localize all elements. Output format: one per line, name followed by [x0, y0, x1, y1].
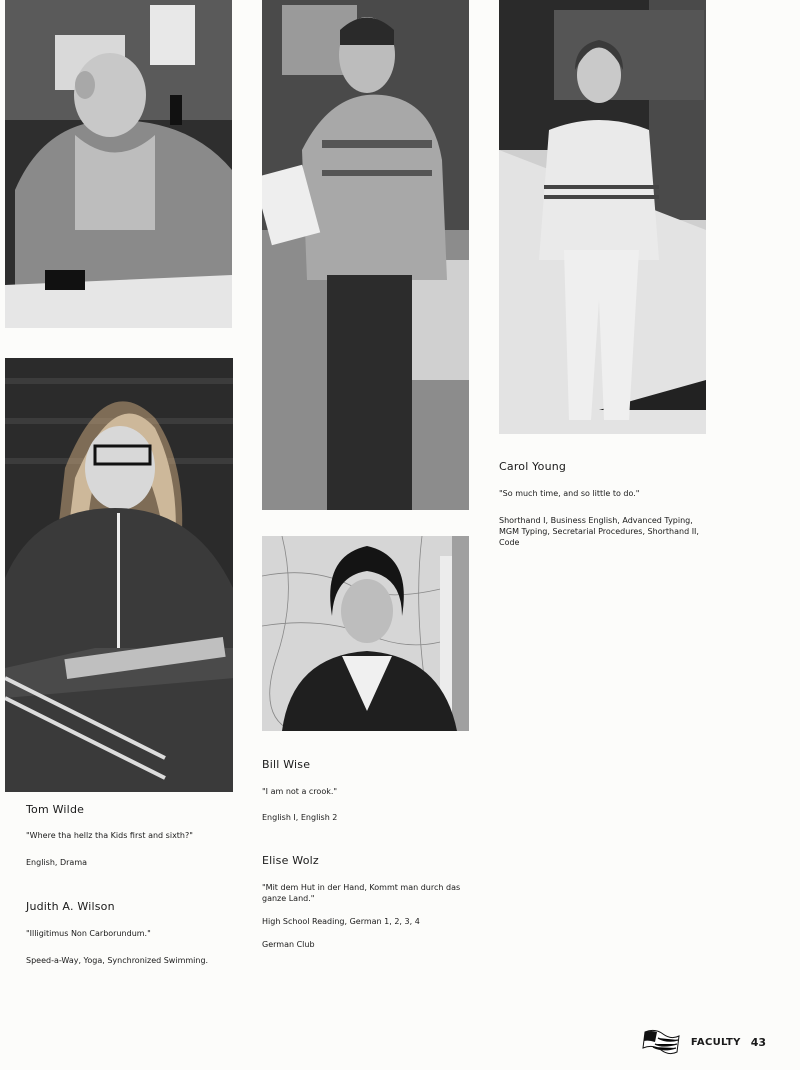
- teacher-name-elise-wolz: Elise Wolz: [262, 854, 319, 867]
- teacher-subjects-bill-wise: English I, English 2: [262, 813, 338, 822]
- teacher-club-elise-wolz: German Club: [262, 940, 315, 949]
- teacher-subjects-carol-young: Shorthand I, Business English, Advanced Typing, MGM Typing, Secretarial Procedures, Shorthand II, Code: [499, 516, 699, 547]
- photo-man-at-desk: [5, 0, 232, 328]
- photo-woman-at-map: [262, 536, 469, 731]
- teacher-quote-judith-wilson: "Illigitimus Non Carborundum.": [26, 929, 151, 938]
- teacher-name-judith-wilson: Judith A. Wilson: [26, 900, 115, 913]
- teacher-quote-bill-wise: "I am not a crook.": [262, 787, 338, 796]
- teacher-quote-carol-young: "So much time, and so little to do.": [499, 489, 640, 498]
- photo-woman-with-clipboard: [5, 358, 233, 792]
- page-number: 43: [750, 1035, 766, 1049]
- section-label: FACULTY: [690, 1036, 741, 1048]
- photo-woman-walking: [499, 0, 706, 434]
- page-footer: [641, 1028, 766, 1056]
- teacher-name-tom-wilde: Tom Wilde: [26, 803, 85, 816]
- teacher-quote-tom-wilde: "Where tha hellz tha Kids first and sixth?": [26, 831, 193, 840]
- teacher-subjects-judith-wilson: Speed-a-Way, Yoga, Synchronized Swimming.: [26, 956, 209, 965]
- teacher-name-bill-wise: Bill Wise: [262, 758, 311, 771]
- teacher-name-carol-young: Carol Young: [499, 460, 567, 473]
- teacher-subjects-tom-wilde: English, Drama: [26, 858, 88, 867]
- photo-man-in-sweater: [262, 0, 469, 510]
- flag-icon: [641, 1028, 681, 1056]
- teacher-quote-elise-wolz: "Mit dem Hut in der Hand, Kommt man durch das ganze Land.": [262, 883, 461, 903]
- teacher-subjects-elise-wolz: High School Reading, German 1, 2, 3, 4: [262, 917, 420, 926]
